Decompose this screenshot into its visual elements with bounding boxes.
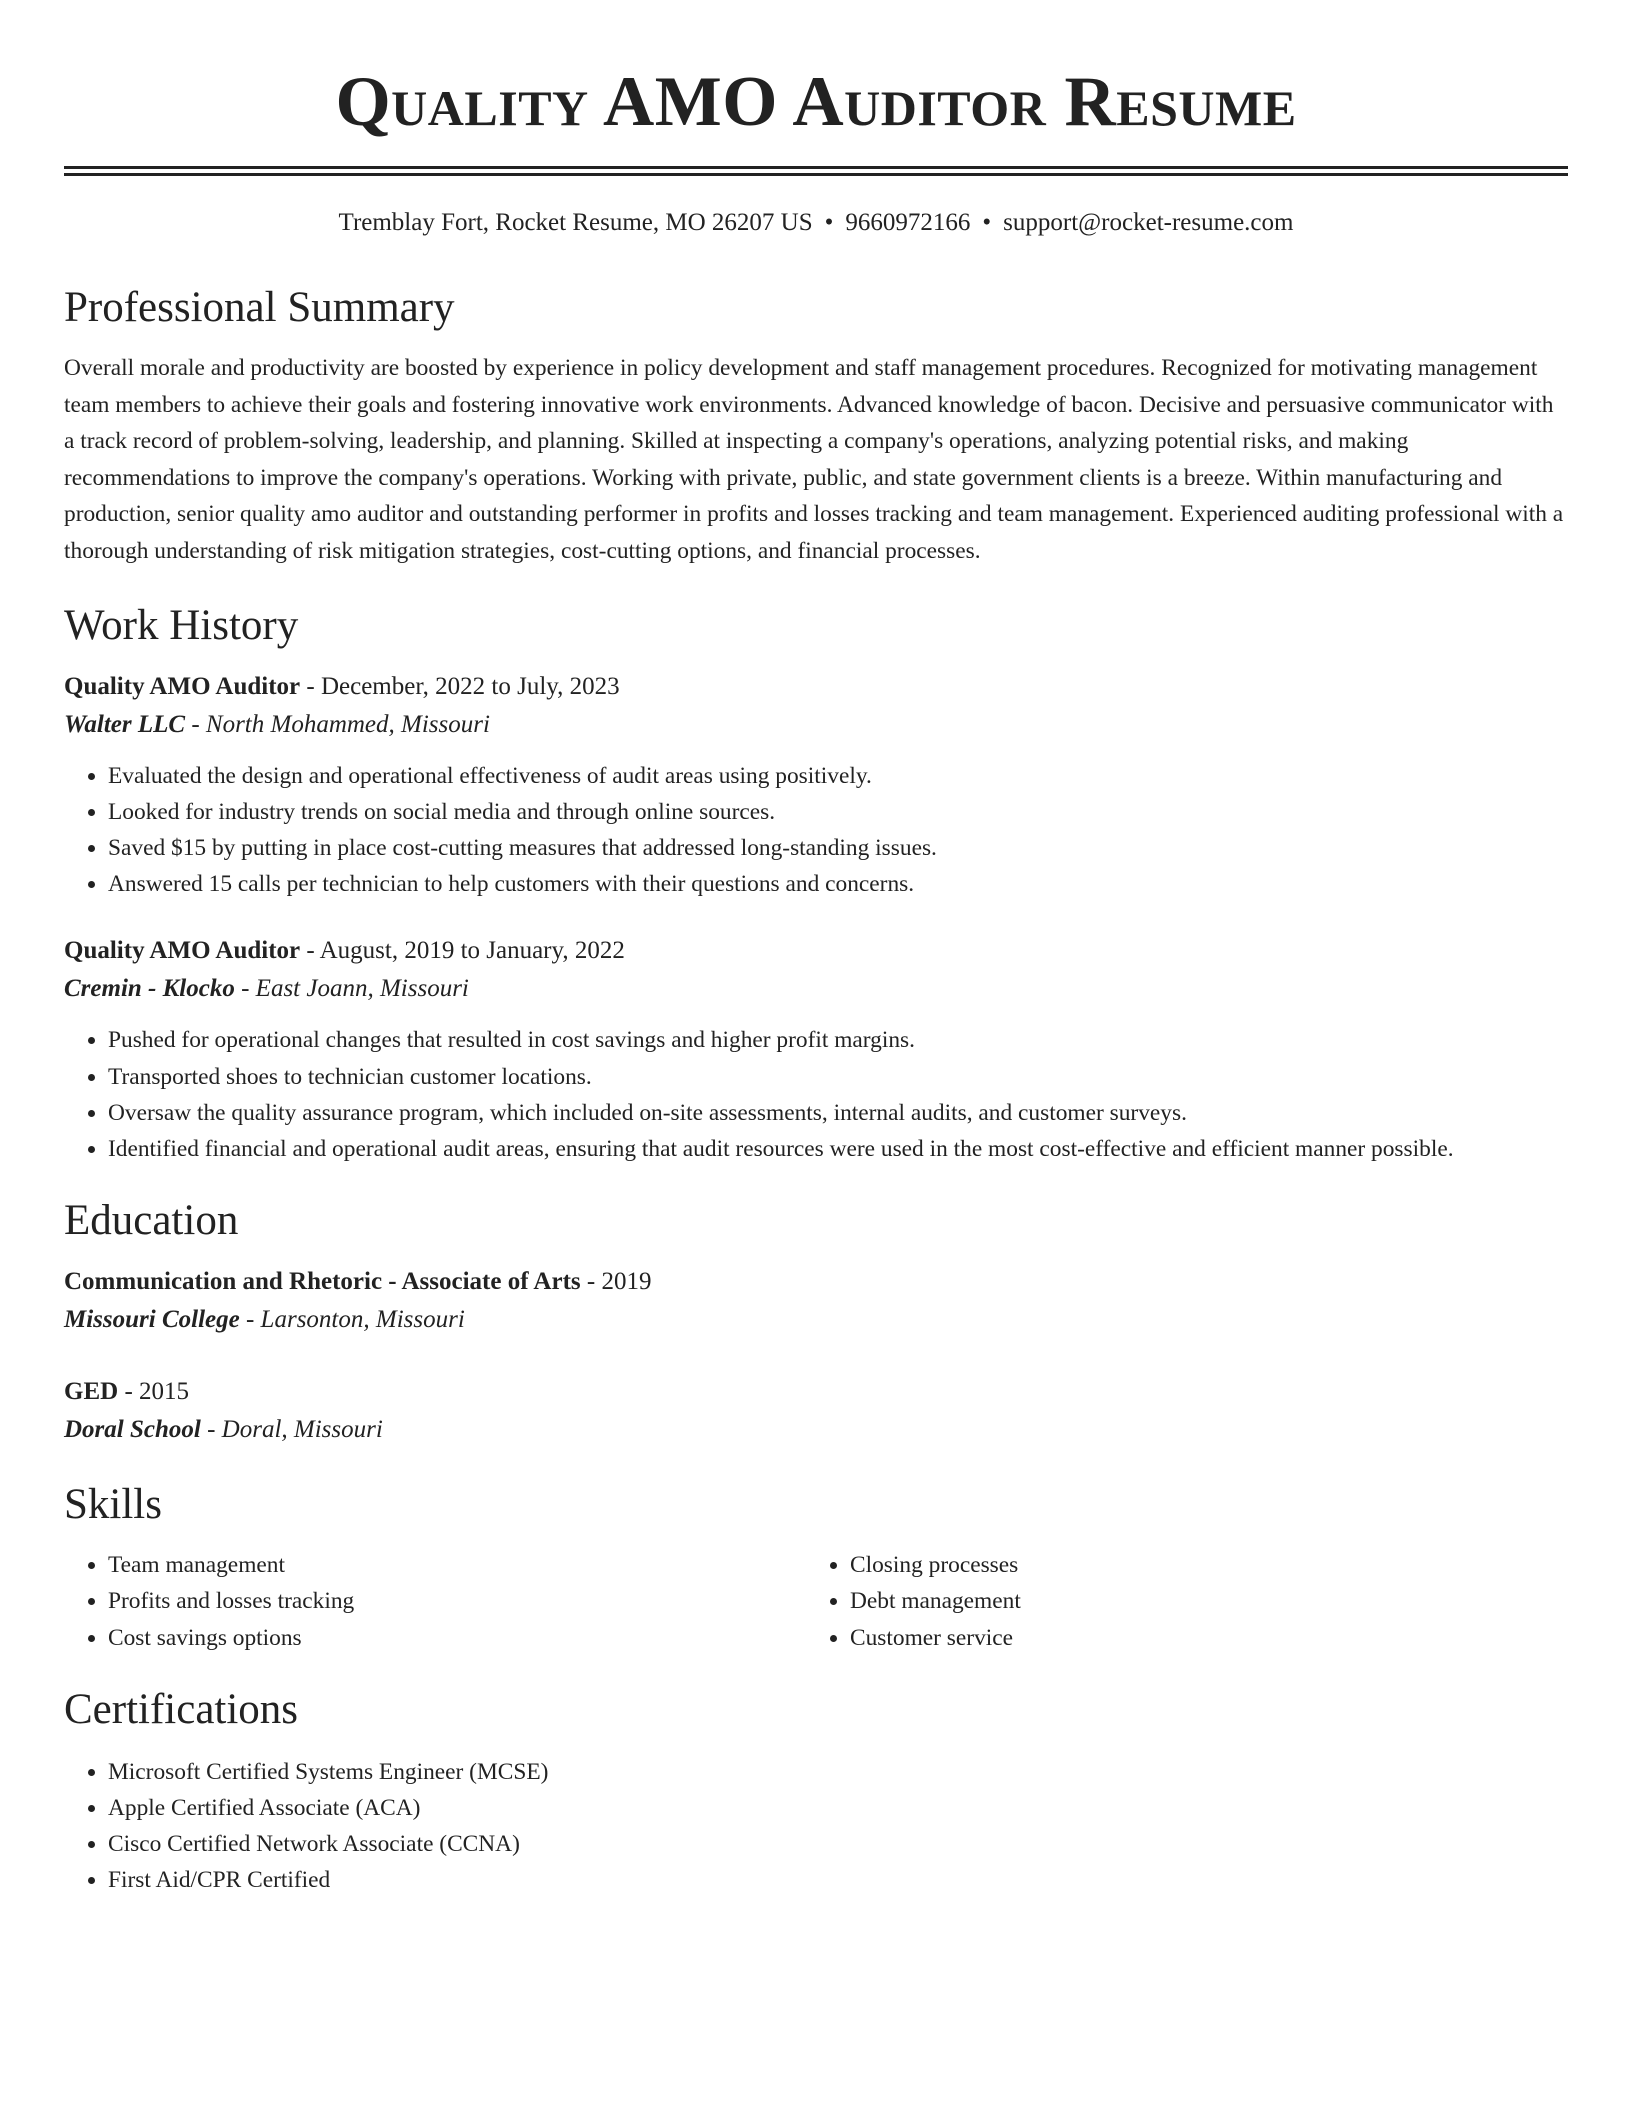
list-item: • Looked for industry trends on social media and through online sources. bbox=[108, 794, 1568, 830]
section-heading-skills: Skills bbox=[64, 1481, 162, 1529]
job-dates: - August, 2019 to January, 2022 bbox=[300, 937, 625, 965]
education-entry bbox=[64, 1263, 1568, 1339]
section-heading-work-history: Work History bbox=[64, 601, 299, 649]
job-company: Cremin - Klocko bbox=[64, 975, 235, 1003]
job-title: Quality AMO Auditor bbox=[64, 672, 301, 700]
job-bullets bbox=[64, 758, 1568, 903]
list-item: • Evaluated the design and operational effectiveness of audit areas using positively. bbox=[108, 758, 1568, 794]
certifications-list bbox=[64, 1754, 1568, 1899]
list-item: • Profits and losses tracking bbox=[108, 1583, 806, 1619]
job-company-line bbox=[64, 970, 1568, 1008]
summary-text: Overall morale and productivity are boosted by experience in policy development and staff management procedures. Recognized for motivating management team members to achieve their goals and fostering innovative work environments. Advanced knowledge of bacon. Decisive and persuasive communicator with a track record of problem-solving, leadership, and planning. Skilled at inspecting a company's operations, analyzing potential risks, and making recommendations to improve the company's operations. Working with private, public, and state government clients is a breeze. Within manufacturing and production, senior quality amo auditor and outstanding performer in profits and losses tracking and team management. Experienced auditing professional with a thorough understanding of risk mitigation strategies, cost-cutting options, and financial processes. bbox=[64, 355, 1564, 564]
job-bullets bbox=[64, 1022, 1568, 1167]
education-degree-line bbox=[64, 1263, 1568, 1301]
education-school-line bbox=[64, 1411, 1568, 1449]
education-location: - Doral, Missouri bbox=[200, 1416, 383, 1444]
list-item: • Apple Certified Associate (ACA) bbox=[108, 1790, 1568, 1826]
education-school-line bbox=[64, 1301, 1568, 1339]
education-year: - 2019 bbox=[580, 1268, 652, 1296]
list-item: • Pushed for operational changes that resulted in cost savings and higher profit margins. bbox=[108, 1022, 1568, 1058]
list-item: • Saved $15 by putting in place cost-cutting measures that addressed long-standing issues. bbox=[108, 830, 1568, 866]
job-location: - North Mohammed, Missouri bbox=[185, 710, 490, 738]
skills-columns bbox=[64, 1547, 1568, 1656]
list-item: • Identified financial and operational audit areas, ensuring that audit resources were used in the most cost-effective and efficient manner possible. bbox=[108, 1131, 1568, 1167]
list-item: • First Aid/CPR Certified bbox=[108, 1862, 1568, 1898]
certifications-block bbox=[64, 1754, 1568, 1899]
section-heading-summary: Professional Summary bbox=[64, 284, 455, 331]
job-company: Walter LLC bbox=[64, 710, 186, 738]
education-degree-line bbox=[64, 1373, 1568, 1411]
list-item: • Cisco Certified Network Associate (CCNA) bbox=[108, 1826, 1568, 1862]
job-location: - East Joann, Missouri bbox=[234, 975, 469, 1003]
contact-line bbox=[64, 206, 1568, 240]
job-title: Quality AMO Auditor bbox=[64, 937, 301, 965]
education-degree: Communication and Rhetoric - Associate of Arts bbox=[64, 1268, 581, 1296]
job-entry bbox=[64, 932, 1568, 1167]
education-degree: GED bbox=[64, 1378, 119, 1406]
list-item: • Customer service bbox=[850, 1620, 1548, 1656]
list-item: • Answered 15 calls per technician to help customers with their questions and concerns. bbox=[108, 866, 1568, 902]
list-item: • Debt management bbox=[850, 1583, 1548, 1619]
contact-separator: • bbox=[824, 209, 834, 236]
job-title-line bbox=[64, 668, 1568, 706]
list-item: • Cost savings options bbox=[108, 1620, 806, 1656]
job-dates: - December, 2022 to July, 2023 bbox=[300, 672, 620, 700]
contact-phone: 9660972166 bbox=[845, 209, 971, 236]
job-entry bbox=[64, 668, 1568, 903]
education-entry bbox=[64, 1373, 1568, 1449]
list-item: • Team management bbox=[108, 1547, 806, 1583]
skills-list-right bbox=[806, 1547, 1548, 1656]
section-heading-education: Education bbox=[64, 1197, 239, 1245]
job-company-line bbox=[64, 706, 1568, 744]
education-location: - Larsonton, Missouri bbox=[239, 1306, 465, 1334]
contact-address: Tremblay Fort, Rocket Resume, MO 26207 US bbox=[338, 209, 813, 236]
list-item: • Microsoft Certified Systems Engineer (MCSE) bbox=[108, 1754, 1568, 1790]
education-school: Missouri College bbox=[64, 1306, 240, 1334]
contact-separator: • bbox=[982, 209, 992, 236]
education-school: Doral School bbox=[64, 1416, 201, 1444]
title-double-rule bbox=[64, 166, 1568, 176]
contact-email: support@rocket-resume.com bbox=[1003, 209, 1294, 236]
section-heading-certifications: Certifications bbox=[64, 1685, 299, 1733]
list-item: • Transported shoes to technician customer locations. bbox=[108, 1059, 1568, 1095]
list-item: • Closing processes bbox=[850, 1547, 1548, 1583]
resume-title: Quality AMO Auditor Resume bbox=[335, 63, 1297, 141]
job-title-line bbox=[64, 932, 1568, 970]
education-year: - 2015 bbox=[118, 1378, 190, 1406]
skills-list-left bbox=[64, 1547, 806, 1656]
list-item: • Oversaw the quality assurance program, which included on-site assessments, internal audits, and customer surveys. bbox=[108, 1095, 1568, 1131]
